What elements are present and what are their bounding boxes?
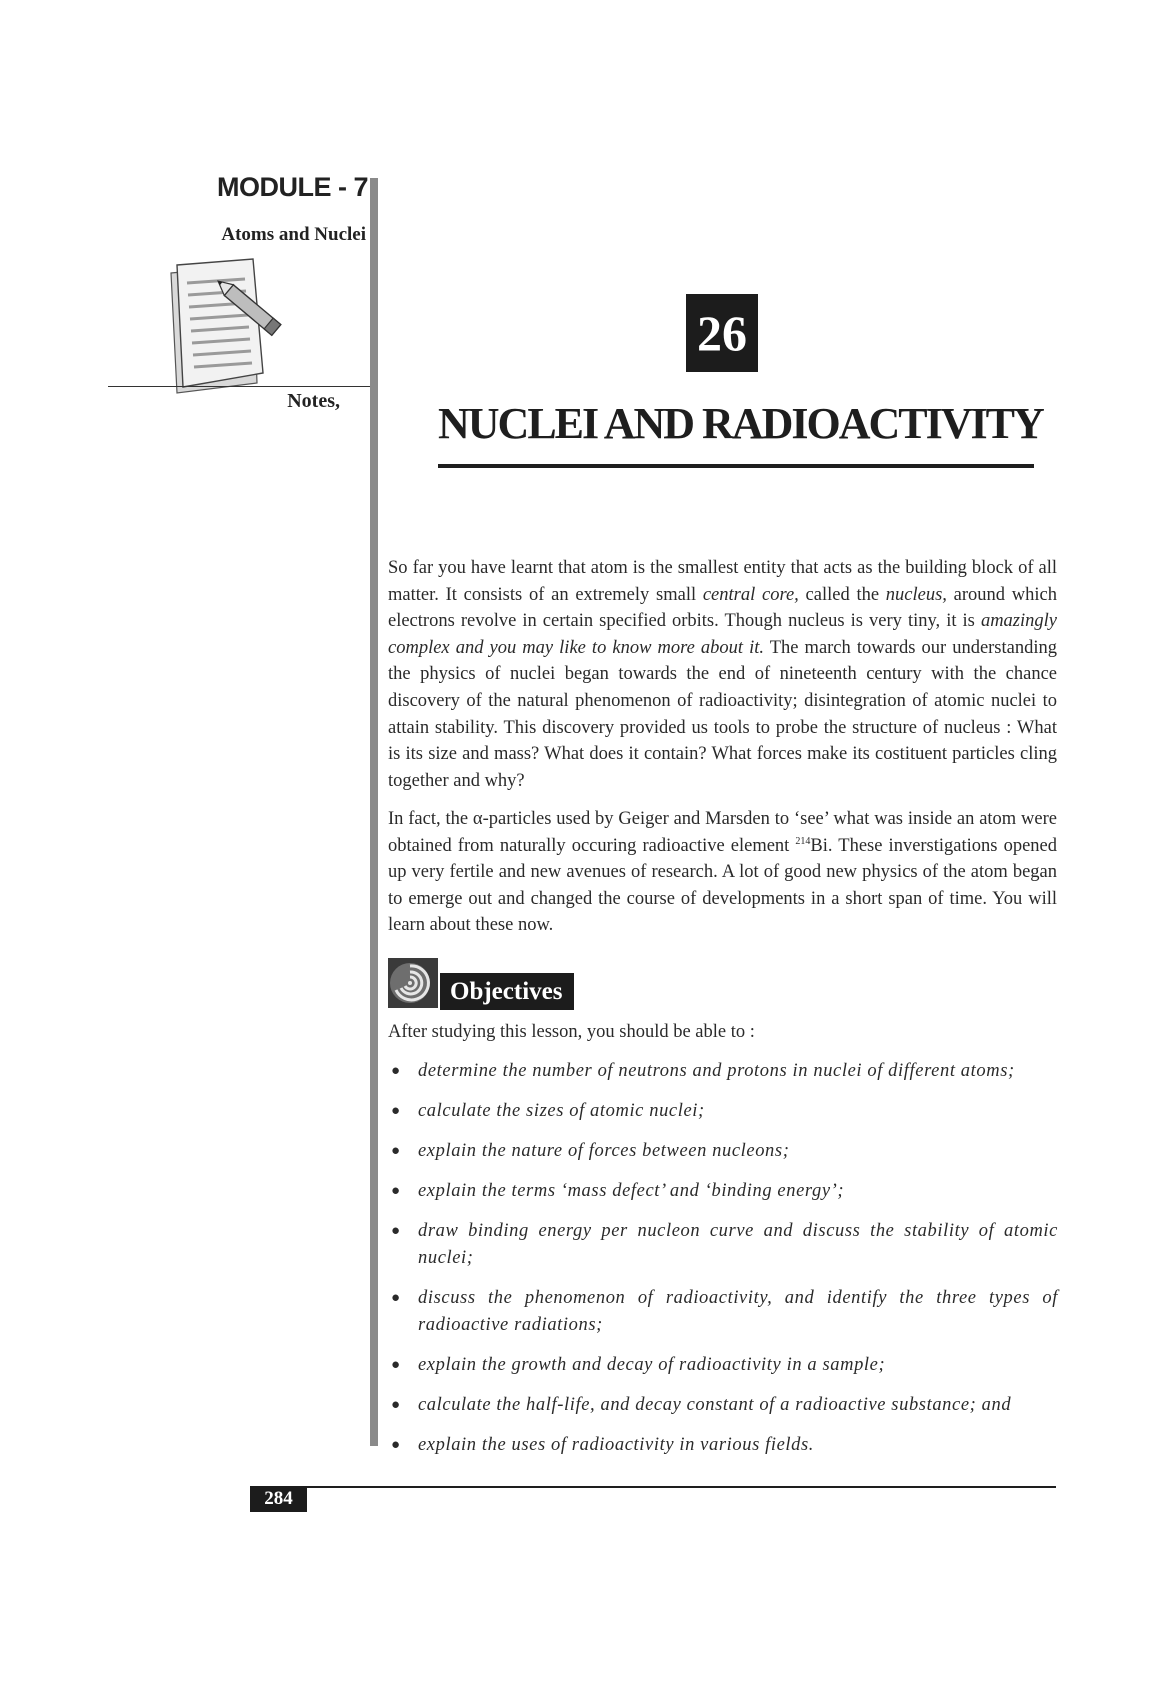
objectives-target-icon (388, 958, 438, 1008)
objective-text: determine the number of neutrons and protons in nuclei of different atoms; (418, 1061, 1015, 1081)
objectives-heading: Objectives (440, 973, 574, 1010)
objective-text: draw binding energy per nucleon curve and discuss the stability of atomic nuclei; (418, 1221, 1058, 1268)
bullet-icon: ● (391, 1103, 401, 1120)
intro-paragraph-2: In fact, the α-particles used by Geiger and Marsden to ‘see’ what was inside an atom were obtained from naturally occuring radioactive element $^{214}$Bi. These inverstigations opened up very fertile and new avenues of research. A lot of good new physics of the atom began to emerge out and changed the course of developments in a short span of time. You will learn about these now. (388, 809, 1057, 936)
objective-item (388, 1138, 1058, 1165)
chapter-title: NUCLEI AND RADIOACTIVITY (438, 399, 1043, 448)
bullet-icon: ● (391, 1223, 401, 1240)
objective-text: discuss the phenomenon of radioactivity, and identify the three types of radioactive radiations; (418, 1288, 1058, 1335)
objective-text: explain the nature of forces between nucleons; (418, 1141, 790, 1162)
objective-item (388, 1285, 1058, 1338)
objective-item (388, 1058, 1058, 1085)
bullet-icon: ● (391, 1290, 401, 1307)
objective-text: explain the growth and decay of radioactivity in a sample; (418, 1354, 886, 1375)
intro-paragraph-1: So far you have learnt that atom is the smallest entity that acts as the building block of all matter. It consists of an extremely small central core, called the nucleus, around which electrons revolve in certain specified orbits. Though nucleus is very tiny, it is amazingly complex and you may like to know more about it. The march towards our understanding the physics of nuclei began towards the end of nineteenth century with the chance discovery of the natural phenomenon of radioactivity; disintegration of atomic nuclei to attain stability. This discovery provided us tools to probe the structure of nucleus : What is its size and mass? What does it contain? What forces make its costituent particles cling together and why? (388, 558, 1058, 791)
objective-item (388, 1432, 1058, 1459)
chapter-number: 26 (686, 294, 758, 372)
bullet-icon: ● (391, 1183, 401, 1200)
objective-item (388, 1352, 1058, 1379)
bullet-icon: ● (391, 1063, 401, 1079)
bullet-icon: ● (391, 1436, 401, 1453)
objective-item (388, 1218, 1058, 1271)
objectives-intro: After studying this lesson, you should be able to : (388, 1022, 755, 1042)
objective-item (388, 1392, 1058, 1419)
bullet-icon: ● (391, 1396, 401, 1413)
objective-item (388, 1098, 1058, 1125)
objective-text: explain the terms ‘mass defect’ and ‘binding energy’; (418, 1181, 845, 1202)
page-number: 284 (250, 1486, 307, 1512)
bullet-icon: ● (391, 1143, 401, 1160)
notes-divider (108, 386, 370, 387)
footer-rule (250, 1486, 1056, 1488)
objective-item (388, 1178, 1058, 1205)
objective-text: calculate the sizes of atomic nuclei; (418, 1101, 705, 1122)
module-subtitle: Atoms and Nuclei (221, 224, 366, 245)
module-title: MODULE - 7 (216, 172, 368, 202)
notes-label: Notes, (287, 390, 340, 412)
objectives-list (388, 1058, 1058, 1472)
title-underline (438, 464, 1034, 468)
objective-text: calculate the half-life, and decay constant of a radioactive substance; and (418, 1394, 1012, 1415)
margin-vertical-bar (370, 178, 378, 1446)
objective-text: explain the uses of radioactivity in various fields. (418, 1434, 815, 1455)
bullet-icon: ● (391, 1356, 401, 1373)
